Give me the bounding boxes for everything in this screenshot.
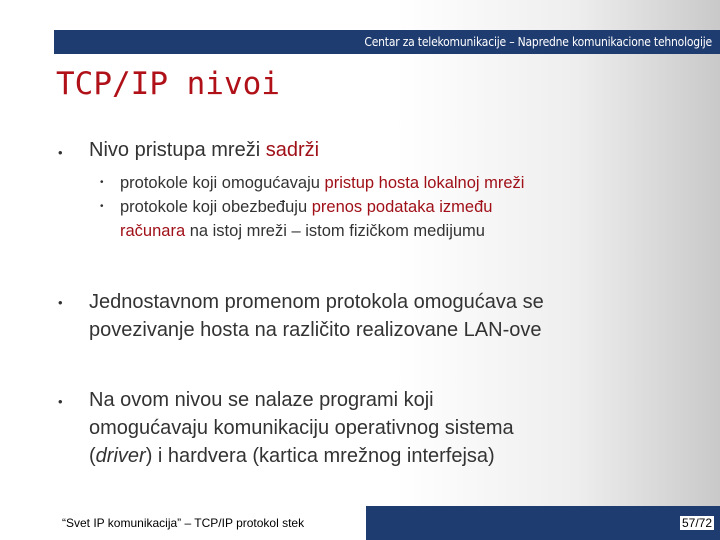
bullet-dot: • bbox=[58, 394, 63, 409]
bullet-2-line-2: povezivanje hosta na različito realizovane LAN-ove bbox=[89, 319, 542, 341]
bullet-3-line-2: omogućavaju komunikaciju operativnog sistema bbox=[89, 417, 514, 439]
sub-bullet-2-text: protokole koji obezbeđuju bbox=[120, 198, 312, 216]
page-number: 57/72 bbox=[681, 516, 712, 530]
bullet-1-text: Nivo pristupa mreži bbox=[89, 139, 266, 161]
sub-bullet-1-text: protokole koji omogućavaju bbox=[120, 174, 325, 192]
sub-bullet-2-text-2: na istoj mreži – istom fizičkom medijumu bbox=[185, 222, 485, 240]
sub-bullet-2 bbox=[120, 195, 492, 243]
bullet-3 bbox=[89, 386, 514, 470]
bullet-3-line-1: Na ovom nivou se nalaze programi koji bbox=[89, 389, 434, 411]
bullet-3-italic: driver bbox=[95, 445, 146, 467]
header-text: Centar za telekomunikacije – Napredne komunikacione tehnologije bbox=[364, 35, 712, 49]
bullet-3-line-3c: ) i hardvera (kartica mrežnog interfejsa) bbox=[145, 445, 495, 467]
sub-bullet-dot: • bbox=[100, 177, 104, 188]
bullet-1-highlight: sadrži bbox=[265, 139, 320, 161]
sub-bullet-1 bbox=[120, 171, 524, 195]
bullet-1 bbox=[89, 136, 319, 164]
header-bar bbox=[54, 30, 720, 54]
sub-bullet-2-highlight: prenos podataka između bbox=[311, 198, 493, 216]
bullet-dot: • bbox=[58, 295, 63, 310]
slide-title: TCP/IP nivoi bbox=[56, 66, 280, 102]
sub-bullet-2-highlight-2: računara bbox=[120, 222, 186, 240]
sub-bullet-dot: • bbox=[100, 201, 104, 212]
bullet-2-line-1: Jednostavnom promenom protokola omogućava se bbox=[89, 291, 544, 313]
footer-text: “Svet IP komunikacija” – TCP/IP protokol stek bbox=[62, 516, 305, 530]
bullet-dot: • bbox=[58, 145, 63, 160]
bullet-3-line-3a: ( bbox=[89, 445, 96, 467]
sub-bullet-1-highlight: pristup hosta lokalnoj mreži bbox=[324, 174, 525, 192]
bullet-2 bbox=[89, 288, 544, 344]
